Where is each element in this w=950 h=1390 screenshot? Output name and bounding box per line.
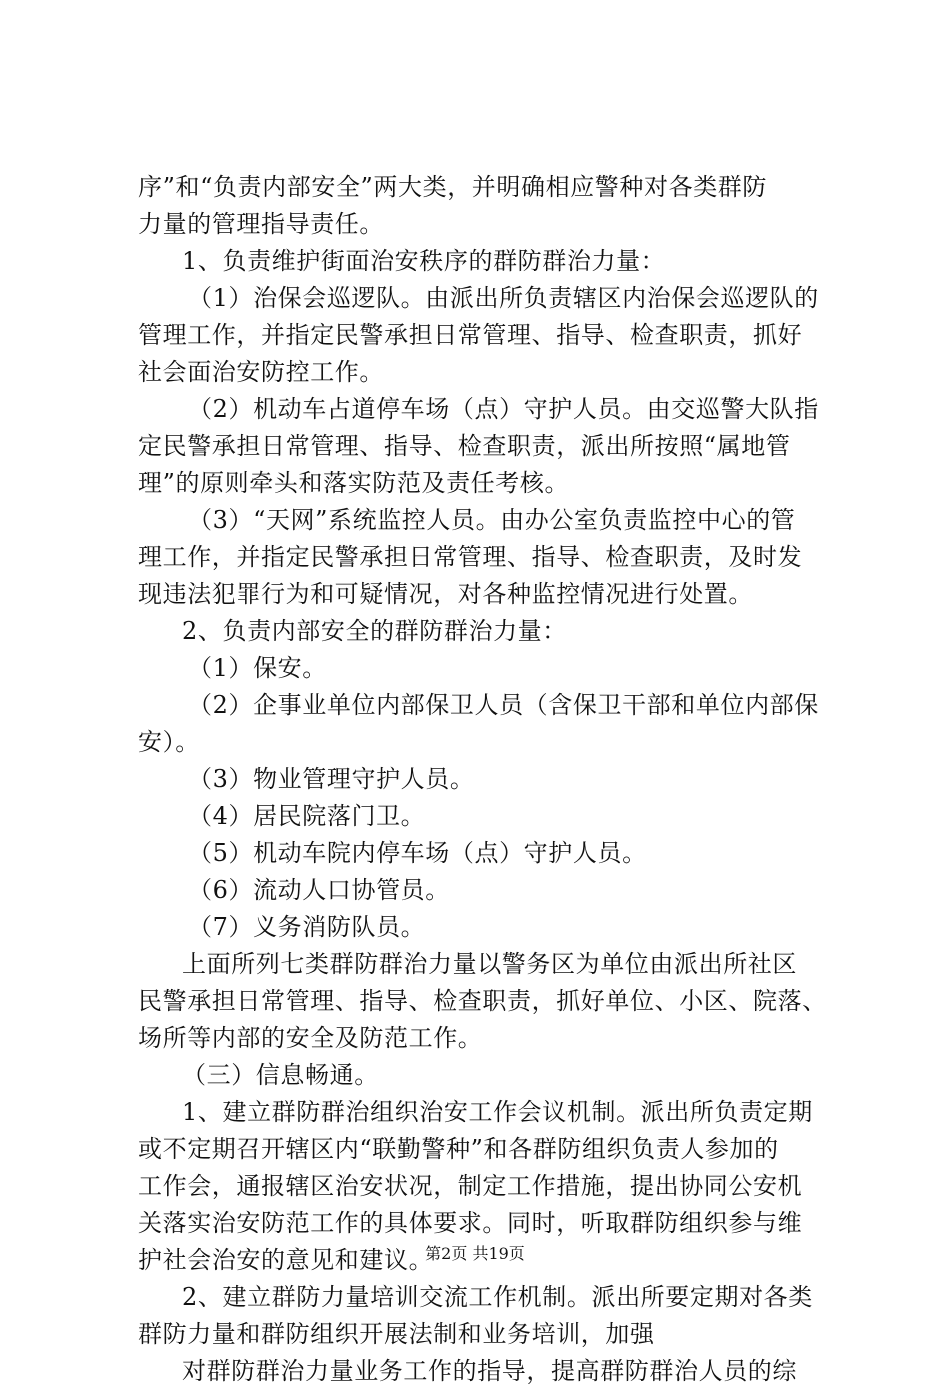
list-item: （3）物业管理守护人员。 [188,765,475,793]
paragraph-line: 管理工作，并指定民警承担日常管理、指导、检查职责，抓好 [138,321,803,349]
paragraph-line: 或不定期召开辖区内“联勤警种”和各群防组织负责人参加的 [138,1135,779,1163]
list-item: （6）流动人口协管员。 [188,876,450,904]
list-item: （1）治保会巡逻队。由派出所负责辖区内治保会巡逻队的 [188,284,819,312]
list-item: （5）机动车院内停车场（点）守护人员。 [188,839,647,867]
paragraph-line: 场所等内部的安全及防范工作。 [138,1024,483,1052]
paragraph-line: 安）。 [138,728,200,756]
list-item: （2）机动车占道停车场（点）守护人员。由交巡警大队指 [188,395,819,423]
section-heading: 1、负责维护街面治安秩序的群防群治力量： [182,247,666,275]
section-heading: （三）信息畅通。 [182,1061,379,1089]
section-heading: 2、负责内部安全的群防群治力量： [182,617,567,645]
paragraph-line: 社会面治安防控工作。 [138,358,384,386]
paragraph-line: 理”的原则牵头和落实防范及责任考核。 [138,469,570,497]
list-item: （2）企事业单位内部保卫人员（含保卫干部和单位内部保 [188,691,819,719]
paragraph-line: 上面所列七类群防群治力量以警务区为单位由派出所社区 [182,950,797,978]
paragraph-line: 序”和“负责内部安全”两大类，并明确相应警种对各类群防 [138,173,768,201]
list-item: （1）保安。 [188,654,327,682]
list-item: （3）“天网”系统监控人员。由办公室负责监控中心的管 [188,506,796,534]
paragraph-line: 对群防群治力量业务工作的指导，提高群防群治人员的综 [182,1357,797,1385]
paragraph-line: 护社会治安的意见和建议。 [138,1246,434,1274]
list-item: （7）义务消防队员。 [188,913,426,941]
list-item: （4）居民院落门卫。 [188,802,426,830]
paragraph-line: 定民警承担日常管理、指导、检查职责，派出所按照“属地管 [138,432,791,460]
paragraph-line: 1、建立群防群治组织治安工作会议机制。派出所负责定期 [182,1098,813,1126]
paragraph-line: 理工作，并指定民警承担日常管理、指导、检查职责，及时发 [138,543,803,571]
paragraph-line: 力量的管理指导责任。 [138,210,384,238]
paragraph-line: 现违法犯罪行为和可疑情况，对各种监控情况进行处置。 [138,580,753,608]
paragraph-line: 工作会，通报辖区治安状况，制定工作措施，提出协同公安机 [138,1172,803,1200]
document-body [138,169,838,1390]
paragraph-line: 群防力量和群防组织开展法制和业务培训，加强 [138,1320,655,1348]
paragraph-line: 2、建立群防力量培训交流工作机制。派出所要定期对各类 [182,1283,813,1311]
paragraph-line: 关落实治安防范工作的具体要求。同时，听取群防组织参与维 [138,1209,803,1237]
paragraph-line: 民警承担日常管理、指导、检查职责，抓好单位、小区、院落、 [138,987,827,1015]
page-number: 第2页 共19页 [425,1244,525,1263]
